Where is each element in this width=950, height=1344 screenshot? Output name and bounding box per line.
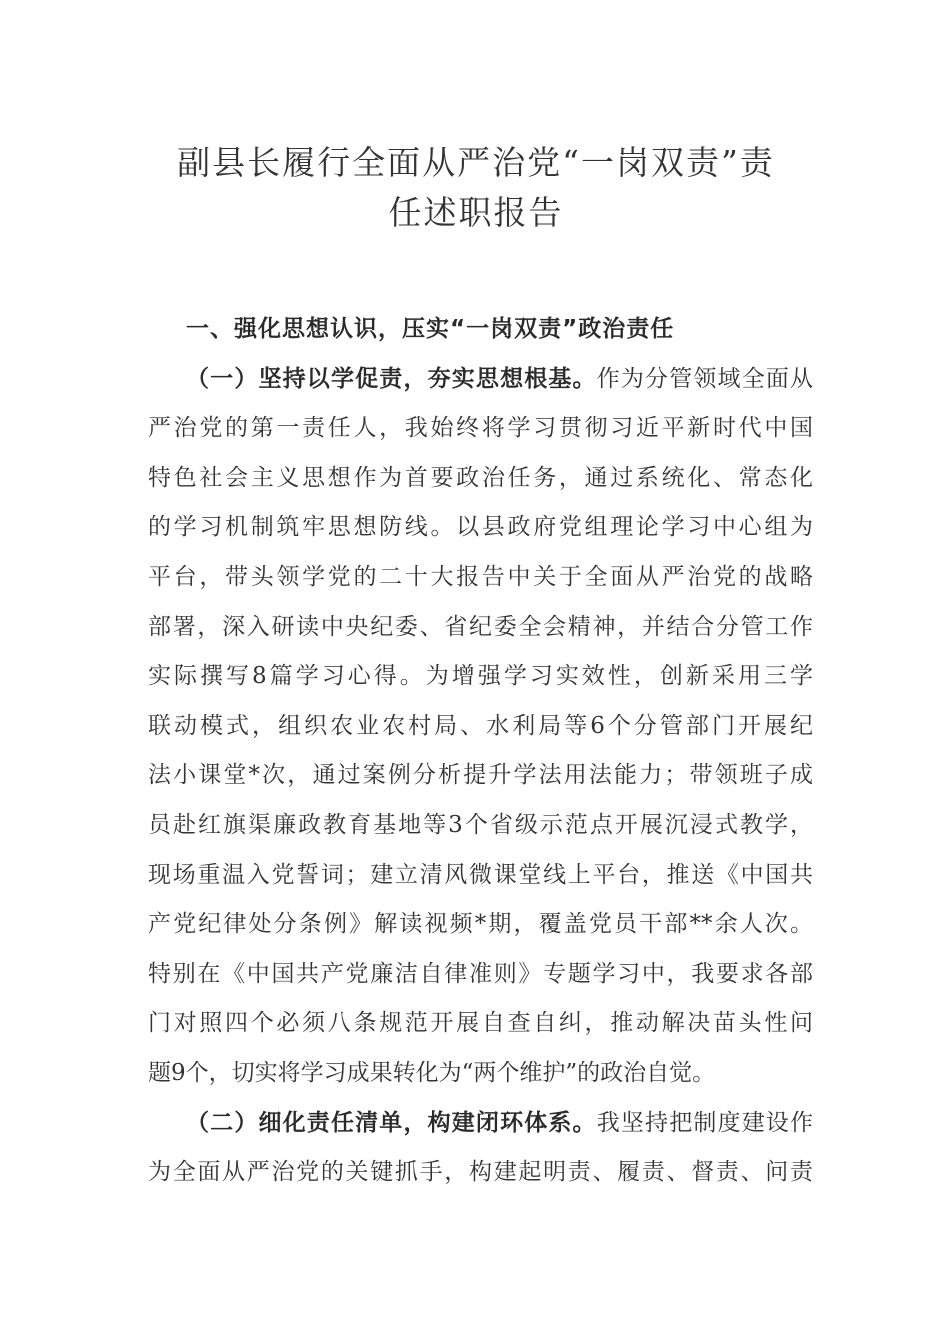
paragraph-line: 部署，深入研读中央纪委、省纪委全会精神，并结合分管工作 (148, 613, 813, 640)
document-title (140, 138, 812, 238)
paragraph-line: 门对照四个必须八条规范开展自查自纠，推动解决苗头性问 (148, 1010, 813, 1037)
subsection-heading-2: （二）细化责任清单，构建闭环体系。 (186, 1109, 597, 1136)
section-heading-1: 一、强化思想认识，压实“一岗双责”政治责任 (186, 316, 675, 342)
subsection-heading-1: （一）坚持以学促责，夯实思想根基。 (186, 365, 597, 392)
paragraph-text: 我坚持把制度建设作 (596, 1109, 814, 1136)
paragraph-line: 的学习机制筑牢思想防线。以县政府党组理论学习中心组为 (148, 514, 813, 541)
paragraph-line: 平台，带头领学党的二十大报告中关于全面从严治党的战略 (148, 563, 813, 590)
paragraph-line: 特色社会主义思想作为首要政治任务，通过系统化、常态化 (148, 464, 813, 491)
paragraph-line: 员赴红旗渠廉政教育基地等3个省级示范点开展沉浸式教学， (148, 811, 813, 838)
paragraph-line: 特别在《中国共产党廉洁自律准则》专题学习中，我要求各部 (148, 960, 813, 987)
paragraph-line: 产党纪律处分条例》解读视频*期，覆盖党员干部**余人次。 (148, 911, 813, 938)
paragraph-line: 实际撰写8篇学习心得。为增强学习实效性，创新采用三学 (148, 663, 813, 690)
paragraph-text: 作为分管领域全面从 (596, 365, 814, 392)
paragraph-line: 现场重温入党誓词；建立清风微课堂线上平台，推送《中国共 (148, 861, 813, 888)
paragraph-line: 为全面从严治党的关键抓手，构建起明责、履责、督责、问责 (148, 1159, 813, 1186)
document-body (148, 305, 813, 1198)
title-line-2: 任述职报告 (388, 193, 564, 232)
paragraph-line: 严治党的第一责任人，我始终将学习贯彻习近平新时代中国 (148, 415, 813, 442)
title-line-1: 副县长履行全面从严治党“一岗双责”责 (177, 143, 775, 182)
paragraph-line: 法小课堂*次，通过案例分析提升学法用法能力；带领班子成 (148, 762, 813, 789)
subsection-1-first-line (148, 355, 813, 405)
paragraph-line: 联动模式，组织农业农村局、水利局等6个分管部门开展纪 (148, 712, 813, 739)
paragraph-line: 题9个，切实将学习成果转化为“两个维护”的政治自觉。 (148, 1059, 716, 1086)
subsection-2-first-line (148, 1099, 813, 1149)
